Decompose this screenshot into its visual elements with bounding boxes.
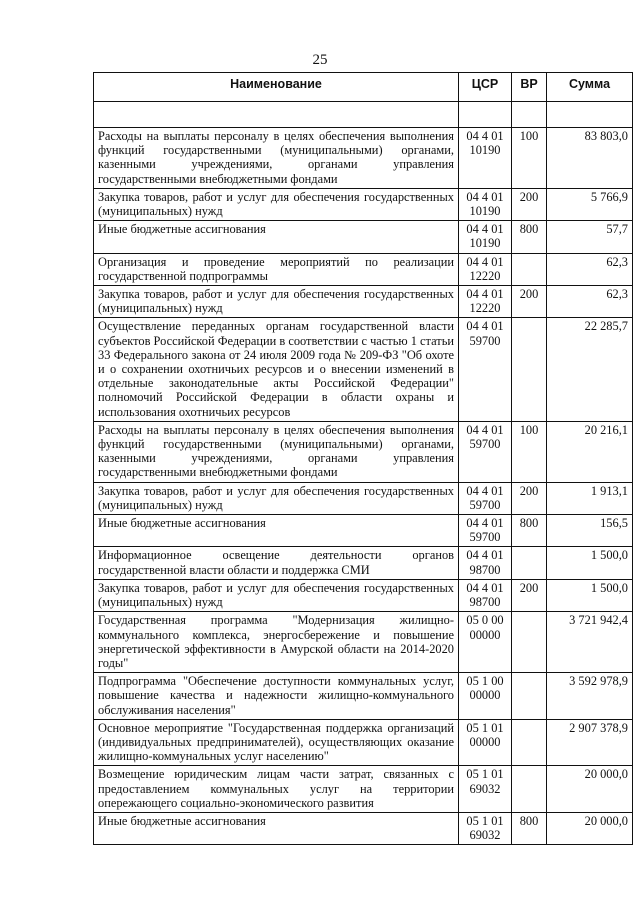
row-csr (459, 128, 512, 189)
row-csr-code: 04 4 01 (466, 548, 504, 563)
row-name: Подпрограмма "Обеспечение доступности коммунальных услуг, повышение качества и надежности жилищно-коммунального обслуживания населения" (94, 673, 459, 720)
row-vr: 800 (512, 221, 547, 253)
header-name: Наименование (94, 73, 459, 102)
row-csr (459, 221, 512, 253)
row-name: Закупка товаров, работ и услуг для обеспечения государственных (муниципальных) нужд (94, 286, 459, 318)
row-vr: 200 (512, 188, 547, 220)
row-name: Закупка товаров, работ и услуг для обеспечения государственных (муниципальных) нужд (94, 482, 459, 514)
row-vr: 100 (512, 128, 547, 189)
page-number: 25 (312, 52, 328, 68)
row-name: Расходы на выплаты персоналу в целях обеспечения выполнения функций государственными (муниципальными) органами, казенными учреждениями, органами управления государственными внебюджетными фондами (94, 421, 459, 482)
row-name: Закупка товаров, работ и услуг для обеспечения государственных (муниципальных) нужд (94, 188, 459, 220)
row-csr-code: 04 4 01 (466, 580, 504, 595)
row-csr-direction: 98700 (469, 562, 501, 577)
row-csr-direction: 12220 (469, 301, 501, 316)
table-row (94, 812, 633, 844)
row-vr: 200 (512, 579, 547, 611)
row-name: Государственная программа "Модернизация жилищно-коммунального комплекса, энергосбережение и повышение энергетической эффективности в Амурской области на 2014-2020 годы" (94, 612, 459, 673)
row-csr (459, 188, 512, 220)
row-csr (459, 421, 512, 482)
table-row (94, 612, 633, 673)
row-csr-code: 05 1 01 (466, 720, 504, 735)
row-csr-direction: 59700 (469, 333, 501, 348)
row-csr (459, 719, 512, 766)
header-csr: ЦСР (459, 73, 512, 102)
row-sum: 1 500,0 (547, 579, 633, 611)
row-csr-code: 04 4 01 (466, 189, 504, 204)
row-csr-direction: 59700 (469, 497, 501, 512)
row-vr (512, 673, 547, 720)
row-csr-direction: 69032 (469, 781, 501, 796)
row-sum: 62,3 (547, 253, 633, 285)
row-csr-direction: 00000 (469, 627, 501, 642)
row-csr-code: 04 4 01 (466, 129, 504, 143)
row-vr (512, 318, 547, 421)
row-csr (459, 547, 512, 579)
row-csr-direction: 10190 (469, 143, 501, 158)
table-row (94, 318, 633, 421)
row-csr-code: 04 4 01 (466, 254, 504, 269)
row-csr-direction: 10190 (469, 236, 501, 251)
row-sum: 57,7 (547, 221, 633, 253)
row-csr (459, 673, 512, 720)
row-sum: 62,3 (547, 286, 633, 318)
row-name: Закупка товаров, работ и услуг для обеспечения государственных (муниципальных) нужд (94, 579, 459, 611)
row-csr-code: 04 4 01 (466, 483, 504, 498)
row-name: Расходы на выплаты персоналу в целях обеспечения выполнения функций государственными (муниципальными) органами, казенными учреждениями, органами управления государственными внебюджетными фондами (94, 128, 459, 189)
row-name: Возмещение юридическим лицам части затрат, связанных с предоставлением коммунальных услуг на территории опережающего социально-экономического развития (94, 766, 459, 813)
row-vr (512, 612, 547, 673)
row-csr-code: 04 4 01 (466, 319, 504, 334)
row-csr-direction: 10190 (469, 204, 501, 219)
row-csr-direction: 98700 (469, 595, 501, 610)
table-header-row (94, 73, 633, 102)
row-csr-code: 05 0 00 (466, 613, 504, 628)
table-row (94, 482, 633, 514)
table-row (94, 221, 633, 253)
table-row (94, 253, 633, 285)
row-csr-code: 04 4 01 (466, 422, 504, 437)
row-name: Информационное освещение деятельности органов государственной власти области и поддержка СМИ (94, 547, 459, 579)
table-row (94, 719, 633, 766)
row-csr-direction: 12220 (469, 268, 501, 283)
row-csr (459, 515, 512, 547)
row-csr-direction: 59700 (469, 437, 501, 452)
row-vr: 800 (512, 812, 547, 844)
row-csr (459, 286, 512, 318)
row-csr-direction: 00000 (469, 688, 501, 703)
row-csr-direction: 00000 (469, 734, 501, 749)
row-csr-code: 04 4 01 (466, 222, 504, 237)
budget-table (93, 72, 633, 845)
row-name: Организация и проведение мероприятий по реализации государственной подпрограммы (94, 253, 459, 285)
table-row (94, 286, 633, 318)
row-sum: 3 721 942,4 (547, 612, 633, 673)
table-row (94, 515, 633, 547)
row-sum: 5 766,9 (547, 188, 633, 220)
row-csr (459, 482, 512, 514)
row-csr (459, 812, 512, 844)
table-row (94, 421, 633, 482)
row-sum: 1 913,1 (547, 482, 633, 514)
header-sum: Сумма (547, 73, 633, 102)
row-sum: 20 216,1 (547, 421, 633, 482)
row-vr: 800 (512, 515, 547, 547)
row-csr (459, 318, 512, 421)
row-sum: 156,5 (547, 515, 633, 547)
table-row (94, 547, 633, 579)
row-sum: 20 000,0 (547, 812, 633, 844)
row-name: Иные бюджетные ассигнования (94, 221, 459, 253)
row-csr (459, 612, 512, 673)
row-vr: 100 (512, 421, 547, 482)
table-row (94, 673, 633, 720)
table-row (94, 188, 633, 220)
row-csr (459, 766, 512, 813)
row-name: Осуществление переданных органам государственной власти субъектов Российской Федерации в соответствии с частью 1 статьи 33 Федерального закона от 24 июля 2009 года № 209-ФЗ "Об охоте и о сохранении охотничьих ресурсов и о внесении изменений в отдельные законодательные акты Российской Федерации" полномочий Российской Федерации в области охраны и использования охотничьих ресурсов (94, 318, 459, 421)
row-csr-code: 04 4 01 (466, 287, 504, 302)
row-csr-direction: 59700 (469, 530, 501, 545)
row-csr-code: 05 1 01 (466, 813, 504, 828)
row-sum: 1 500,0 (547, 547, 633, 579)
row-sum: 83 803,0 (547, 128, 633, 189)
table-row (94, 579, 633, 611)
row-vr (512, 719, 547, 766)
row-vr: 200 (512, 482, 547, 514)
row-sum: 22 285,7 (547, 318, 633, 421)
row-sum: 20 000,0 (547, 766, 633, 813)
header-spacer-row (94, 102, 633, 128)
header-vr: ВР (512, 73, 547, 102)
row-csr (459, 253, 512, 285)
row-csr-direction: 69032 (469, 828, 501, 843)
row-sum: 2 907 378,9 (547, 719, 633, 766)
row-vr (512, 253, 547, 285)
row-vr: 200 (512, 286, 547, 318)
row-sum: 3 592 978,9 (547, 673, 633, 720)
row-csr-code: 05 1 01 (466, 767, 504, 782)
table-row (94, 128, 633, 189)
row-name: Основное мероприятие "Государственная поддержка организаций (индивидуальных предпринимателей), осуществляющих оказание жилищно-коммунальных услуг населению" (94, 719, 459, 766)
table-row (94, 766, 633, 813)
row-vr (512, 547, 547, 579)
row-name: Иные бюджетные ассигнования (94, 515, 459, 547)
row-csr-code: 04 4 01 (466, 516, 504, 531)
table-body (94, 128, 633, 845)
row-csr (459, 579, 512, 611)
row-name: Иные бюджетные ассигнования (94, 812, 459, 844)
row-csr-code: 05 1 00 (466, 674, 504, 689)
row-vr (512, 766, 547, 813)
